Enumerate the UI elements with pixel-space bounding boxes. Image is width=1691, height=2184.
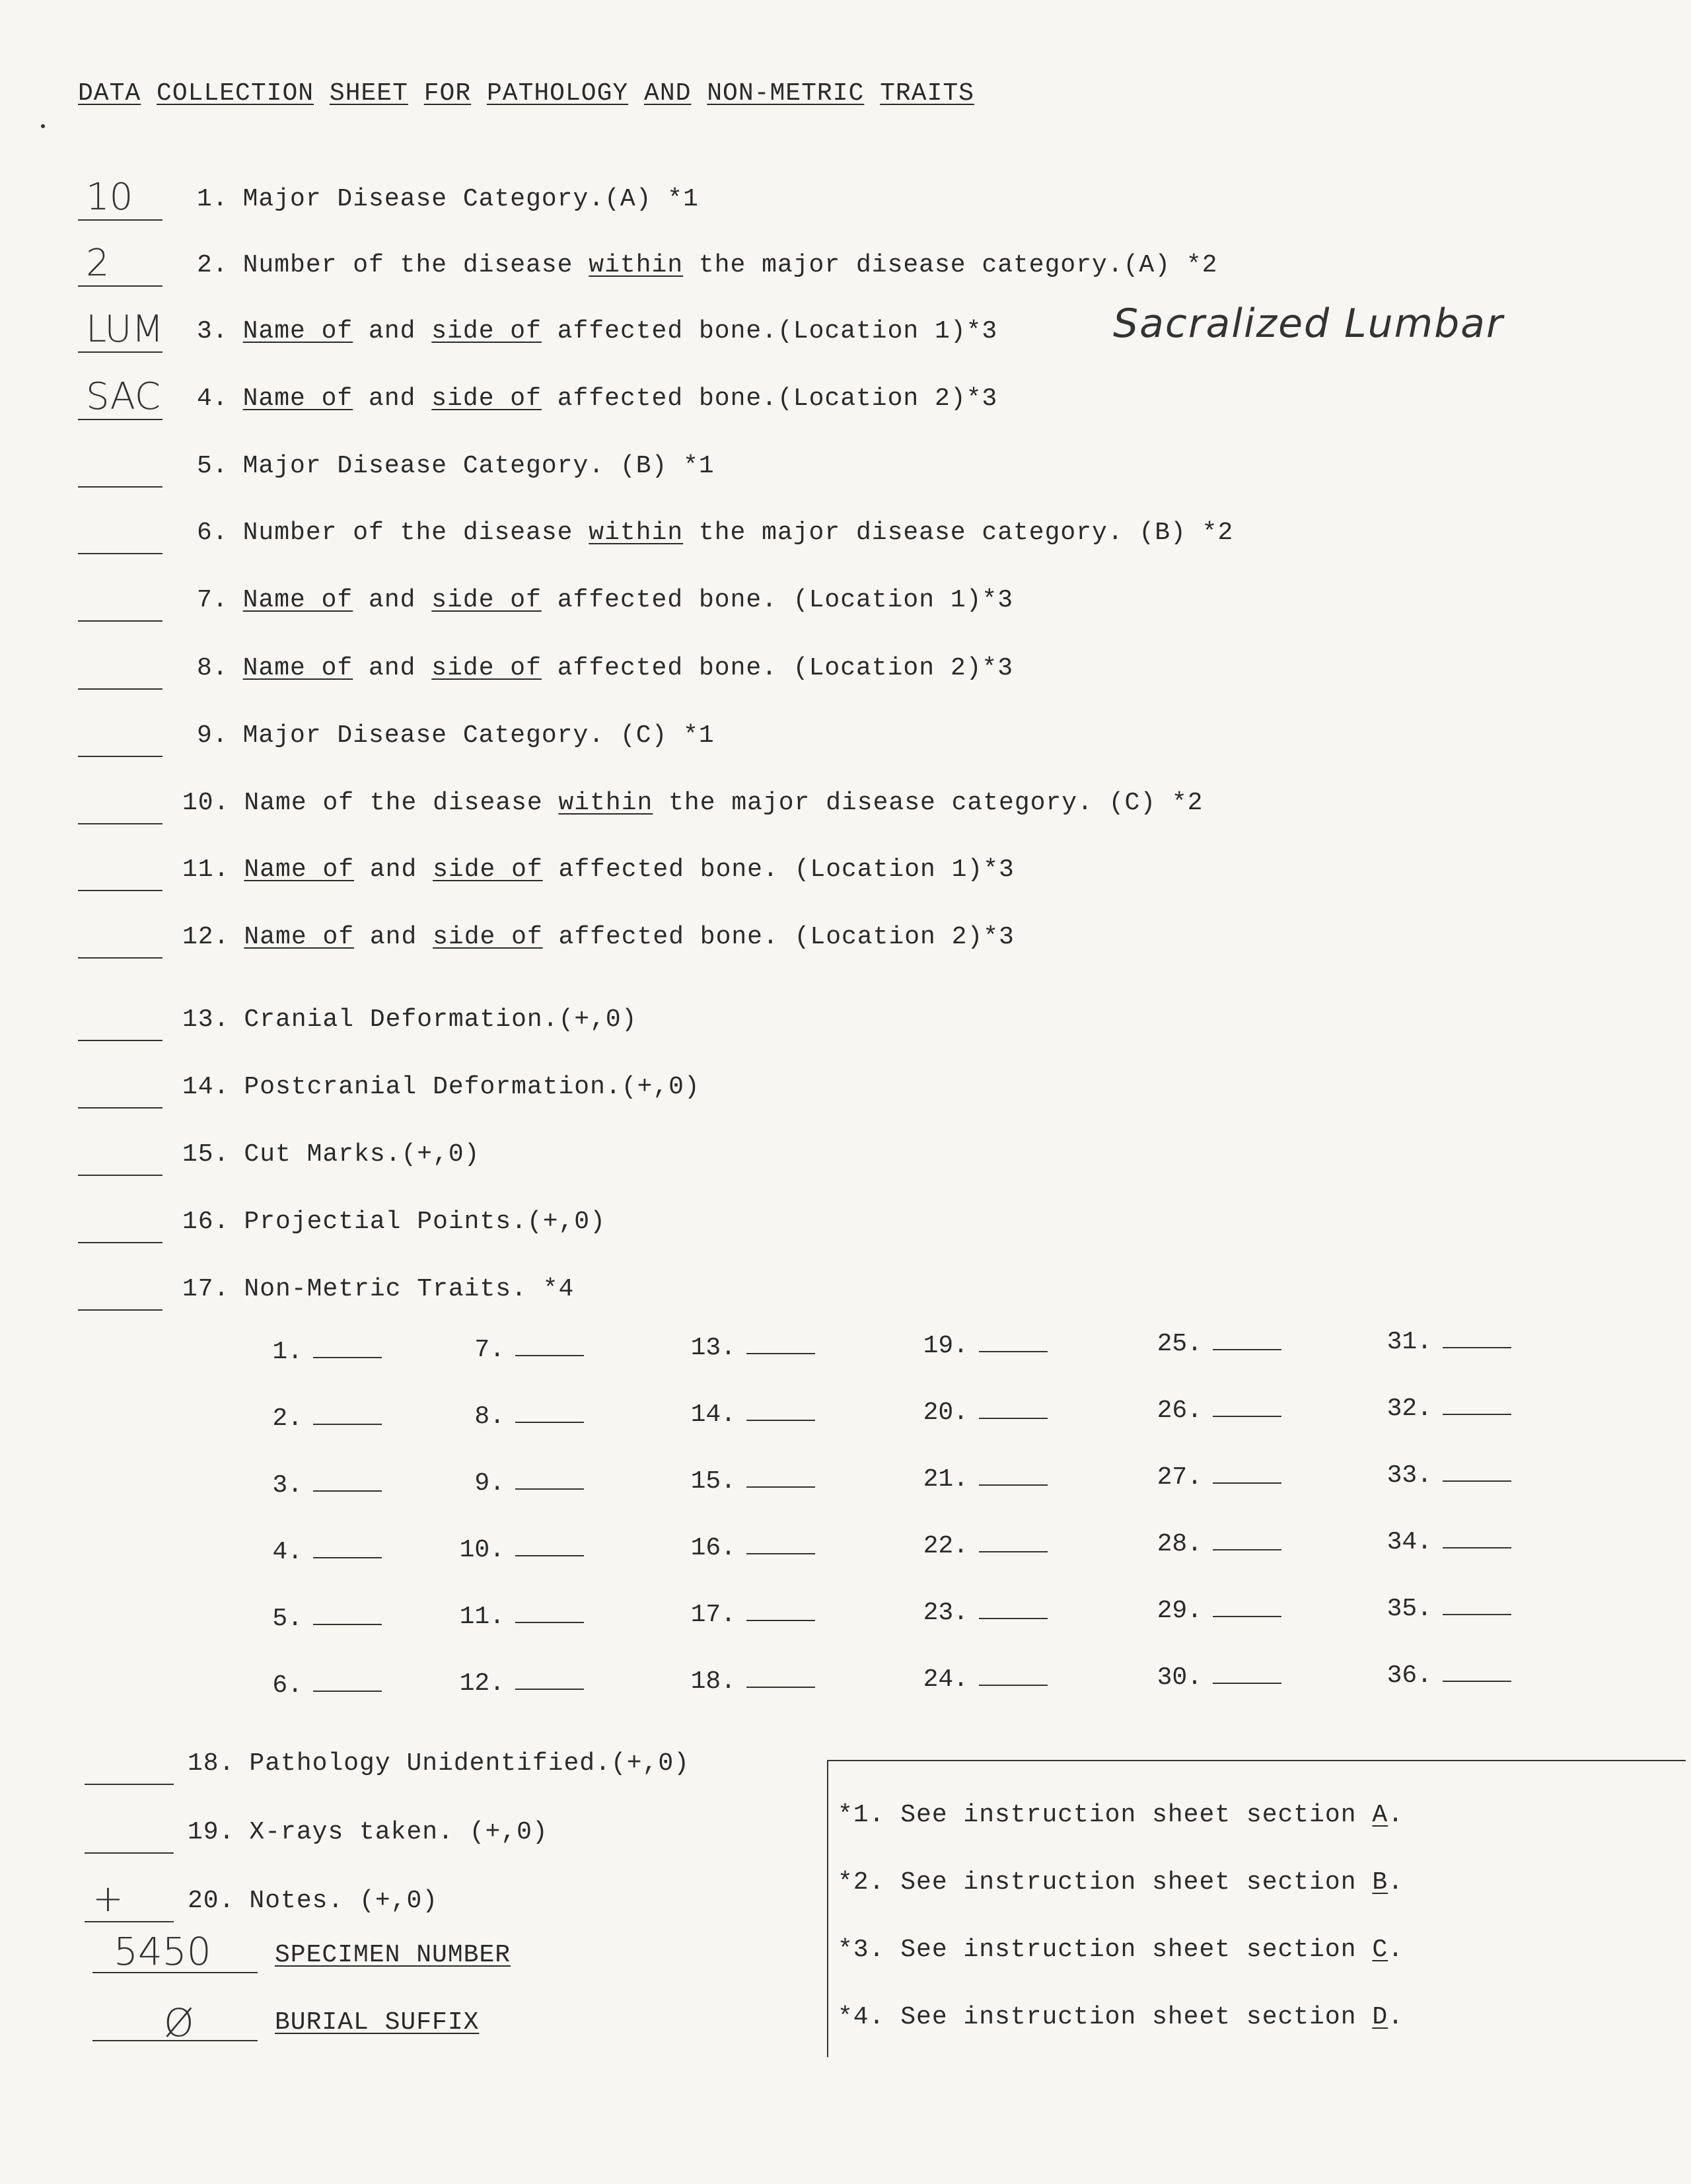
trait-number: 26.	[1157, 1397, 1202, 1425]
underlined-term: side of	[431, 317, 542, 346]
trait-number: 29.	[1157, 1597, 1202, 1625]
item-text: affected bone. (Location 1)*3	[542, 855, 1015, 884]
item-answer-field[interactable]	[78, 285, 162, 287]
item-answer-field[interactable]	[78, 1309, 162, 1311]
trait-item	[456, 1402, 584, 1431]
item-answer-field[interactable]	[78, 756, 162, 757]
item-label	[197, 384, 997, 413]
trait-number: 25.	[1157, 1330, 1202, 1358]
item-number: 12.	[182, 923, 230, 951]
item-answer-field[interactable]	[85, 1784, 174, 1785]
item-number: 6.	[197, 519, 229, 547]
item-text: Cranial Deformation.(+,0)	[244, 1005, 637, 1034]
item-label	[197, 251, 1217, 279]
trait-answer-field[interactable]	[979, 1683, 1048, 1686]
item-answer-field[interactable]	[78, 620, 162, 622]
item-text: Non-Metric Traits. *4	[244, 1275, 575, 1303]
trait-number: 32.	[1386, 1395, 1432, 1423]
item-number: 14.	[182, 1073, 230, 1101]
trait-item	[687, 1601, 815, 1629]
item-text: Name of the disease	[244, 789, 559, 817]
item-number: 11.	[182, 855, 230, 884]
item-answer-value: 2	[86, 242, 110, 285]
trait-answer-field[interactable]	[746, 1619, 815, 1621]
trait-answer-field[interactable]	[979, 1416, 1048, 1419]
trait-answer-field[interactable]	[1213, 1681, 1281, 1684]
item-answer-field[interactable]	[78, 351, 162, 353]
trait-item	[919, 1532, 1048, 1560]
item-text: the major disease category. (B) *2	[683, 519, 1234, 547]
item-text: and	[353, 317, 432, 346]
stray-mark	[41, 124, 45, 128]
trait-answer-field[interactable]	[1443, 1613, 1511, 1615]
trait-number: 4.	[272, 1538, 303, 1566]
trait-item	[456, 1603, 584, 1631]
underlined-term: Name of	[244, 923, 355, 951]
item-answer-field[interactable]	[78, 1040, 162, 1041]
trait-answer-field[interactable]	[1443, 1346, 1511, 1348]
footnote-section: A	[1372, 1801, 1388, 1829]
trait-item	[919, 1399, 1048, 1427]
title-word: SHEET	[329, 79, 408, 108]
item-answer-value: +	[92, 1877, 124, 1920]
item-text: and	[354, 855, 433, 884]
title-word: FOR	[423, 79, 472, 108]
footnote	[838, 1868, 1404, 1897]
page-title	[78, 79, 974, 108]
item-text: Major Disease Category. (C) *1	[242, 721, 715, 750]
item-answer-value: 10	[86, 176, 133, 219]
item-label	[197, 185, 699, 213]
item-answer-field[interactable]	[78, 553, 162, 554]
trait-answer-field[interactable]	[1213, 1548, 1281, 1550]
item-label	[188, 1818, 548, 1846]
item-label	[182, 1275, 574, 1303]
trait-number: 15.	[690, 1467, 736, 1496]
item-answer-field[interactable]	[85, 1921, 174, 1922]
underlined-term: within	[589, 519, 684, 547]
title-word: AND	[644, 79, 692, 108]
footnote-text: *2. See instruction sheet section	[838, 1868, 1373, 1897]
trait-item	[1383, 1528, 1511, 1556]
underlined-term: side of	[433, 855, 543, 884]
trait-number: 28.	[1157, 1530, 1202, 1558]
trait-answer-field[interactable]	[1443, 1479, 1511, 1482]
trait-item	[456, 1336, 584, 1364]
trait-item	[254, 1671, 382, 1700]
underlined-term: side of	[431, 586, 542, 614]
title-word: PATHOLOGY	[486, 79, 629, 108]
trait-item	[687, 1401, 815, 1429]
footnote-end: .	[1388, 1801, 1404, 1829]
trait-answer-field[interactable]	[313, 1689, 382, 1692]
trait-answer-field[interactable]	[515, 1687, 584, 1690]
trait-answer-field[interactable]	[1443, 1412, 1511, 1415]
trait-item	[456, 1669, 584, 1698]
trait-number: 21.	[923, 1465, 968, 1494]
trait-answer-field[interactable]	[515, 1487, 584, 1490]
item-label	[182, 1005, 637, 1034]
item-text: affected bone.(Location 2)*3	[541, 384, 998, 413]
trait-number: 11.	[459, 1603, 505, 1631]
trait-number: 12.	[459, 1669, 505, 1698]
trait-answer-field[interactable]	[746, 1685, 815, 1688]
trait-item	[1153, 1463, 1281, 1492]
item-number: 13.	[182, 1005, 230, 1034]
item-label	[182, 923, 1015, 951]
trait-number: 36.	[1386, 1661, 1432, 1690]
burial-suffix-label: BURIAL SUFFIX	[275, 2008, 480, 2037]
item-text: Cut Marks.(+,0)	[244, 1140, 480, 1169]
item-label	[197, 721, 715, 750]
item-label	[188, 1887, 438, 1915]
footnote-box-left-border	[827, 1760, 828, 2057]
trait-number: 19.	[923, 1332, 968, 1360]
trait-number: 6.	[272, 1671, 303, 1700]
footnote	[838, 2003, 1404, 2031]
item-label	[182, 1140, 480, 1169]
trait-number: 23.	[923, 1599, 968, 1627]
item-answer-value: LUM	[86, 308, 164, 351]
underlined-term: Name of	[242, 654, 353, 682]
footnote-box-top-border	[827, 1760, 1686, 1761]
item-number: 15.	[182, 1140, 230, 1169]
trait-item	[1383, 1395, 1511, 1423]
item-text: Major Disease Category.(A) *1	[242, 185, 699, 213]
item-text: Major Disease Category. (B) *1	[242, 452, 715, 480]
trait-answer-field[interactable]	[313, 1556, 382, 1558]
item-number: 19.	[188, 1818, 235, 1846]
item-number: 17.	[182, 1275, 230, 1303]
trait-number: 3.	[272, 1471, 303, 1500]
underlined-term: within	[589, 251, 684, 279]
trait-answer-field[interactable]	[979, 1483, 1048, 1486]
footnote-text: *3. See instruction sheet section	[838, 1936, 1373, 1964]
trait-item	[687, 1467, 815, 1496]
trait-number: 34.	[1386, 1528, 1432, 1556]
footnote-end: .	[1388, 2003, 1404, 2031]
specimen-number-label: SPECIMEN NUMBER	[275, 1941, 511, 1969]
title-word: DATA	[78, 79, 141, 108]
item-answer-field[interactable]	[78, 890, 162, 891]
trait-answer-field[interactable]	[1213, 1481, 1281, 1484]
item-text: Notes. (+,0)	[249, 1887, 439, 1915]
item-answer-field[interactable]	[78, 486, 162, 488]
trait-item	[1153, 1663, 1281, 1692]
trait-number: 16.	[690, 1534, 736, 1562]
item-answer-field[interactable]	[78, 688, 162, 690]
trait-item	[254, 1404, 382, 1433]
item-number: 16.	[182, 1208, 230, 1236]
trait-item	[1383, 1661, 1511, 1690]
item-answer-field[interactable]	[85, 1852, 174, 1854]
trait-item	[687, 1667, 815, 1696]
trait-item	[919, 1665, 1048, 1694]
trait-number: 7.	[474, 1336, 505, 1364]
item-text: and	[354, 923, 433, 951]
footnote-text: *1. See instruction sheet section	[838, 1801, 1373, 1829]
trait-number: 10.	[459, 1536, 505, 1564]
trait-answer-field[interactable]	[515, 1354, 584, 1356]
item-text: the major disease category. (C) *2	[653, 789, 1204, 817]
item-number: 8.	[197, 654, 229, 682]
specimen-number-value: 5450	[114, 1929, 211, 1974]
footnote	[838, 1801, 1404, 1829]
item-text: the major disease category.(A) *2	[683, 251, 1218, 279]
trait-answer-field[interactable]	[313, 1356, 382, 1358]
trait-item	[1383, 1328, 1511, 1356]
trait-answer-field[interactable]	[746, 1485, 815, 1488]
item-text: X-rays taken. (+,0)	[249, 1818, 548, 1846]
item-answer-field[interactable]	[78, 1175, 162, 1176]
trait-answer-field[interactable]	[979, 1617, 1048, 1619]
item-label	[182, 1073, 700, 1101]
trait-answer-field[interactable]	[1213, 1348, 1281, 1350]
trait-number: 35.	[1386, 1595, 1432, 1623]
footnote-section: B	[1372, 1868, 1388, 1897]
trait-answer-field[interactable]	[979, 1350, 1048, 1352]
trait-item	[254, 1538, 382, 1566]
trait-number: 20.	[923, 1399, 968, 1427]
item-number: 3.	[197, 317, 229, 346]
item-number: 10.	[182, 789, 230, 817]
trait-number: 17.	[690, 1601, 736, 1629]
trait-item	[1153, 1597, 1281, 1625]
trait-item	[687, 1334, 815, 1362]
title-word: TRAITS	[880, 79, 974, 108]
trait-number: 33.	[1386, 1461, 1432, 1490]
item-text: and	[353, 654, 432, 682]
item-text: affected bone. (Location 1)*3	[541, 586, 1014, 614]
item-answer-value: SAC	[86, 375, 161, 418]
item-number: 20.	[188, 1887, 235, 1915]
title-word: NON-METRIC	[707, 79, 865, 108]
underlined-term: side of	[431, 654, 542, 682]
trait-number: 5.	[272, 1605, 303, 1633]
trait-number: 1.	[272, 1338, 303, 1366]
item-label	[188, 1749, 690, 1778]
underlined-term: within	[558, 789, 653, 817]
item-answer-field[interactable]	[78, 823, 162, 824]
trait-answer-field[interactable]	[313, 1422, 382, 1425]
footnote-text: *4. See instruction sheet section	[838, 2003, 1373, 2031]
underlined-term: Name of	[242, 317, 353, 346]
item-number: 2.	[197, 251, 229, 279]
trait-number: 2.	[272, 1404, 303, 1433]
item-answer-field[interactable]	[78, 419, 162, 420]
item-number: 9.	[197, 721, 229, 750]
underlined-term: Name of	[244, 855, 355, 884]
item-number: 18.	[188, 1749, 235, 1778]
trait-item	[254, 1605, 382, 1633]
item-label	[197, 317, 997, 346]
trait-answer-field[interactable]	[1443, 1679, 1511, 1682]
item-text: and	[353, 384, 432, 413]
footnote-end: .	[1388, 1936, 1404, 1964]
trait-item	[1153, 1397, 1281, 1425]
trait-number: 13.	[690, 1334, 736, 1362]
trait-number: 8.	[474, 1402, 505, 1431]
item-label	[197, 654, 1013, 682]
underlined-term: Name of	[242, 384, 353, 413]
item-text: Number of the disease	[242, 251, 589, 279]
item-answer-field[interactable]	[78, 219, 162, 221]
trait-answer-field[interactable]	[979, 1550, 1048, 1552]
trait-item	[919, 1465, 1048, 1494]
underlined-term: Name of	[242, 586, 353, 614]
title-word: COLLECTION	[157, 79, 314, 108]
item-label	[182, 789, 1203, 817]
trait-number: 14.	[690, 1401, 736, 1429]
underlined-term: side of	[433, 923, 543, 951]
item-label	[182, 855, 1015, 884]
handwritten-note: Sacralized Lumbar	[1113, 301, 1504, 347]
trait-item	[1383, 1595, 1511, 1623]
trait-answer-field[interactable]	[1443, 1546, 1511, 1548]
trait-number: 18.	[690, 1667, 736, 1696]
trait-item	[456, 1536, 584, 1564]
item-text: Pathology Unidentified.(+,0)	[249, 1749, 690, 1778]
trait-number: 22.	[923, 1532, 968, 1560]
trait-answer-field[interactable]	[515, 1554, 584, 1556]
trait-number: 27.	[1157, 1463, 1202, 1492]
trait-item	[919, 1599, 1048, 1627]
footnote-section: C	[1372, 1936, 1388, 1964]
trait-answer-field[interactable]	[1213, 1414, 1281, 1417]
trait-item	[1383, 1461, 1511, 1490]
item-text: affected bone. (Location 2)*3	[541, 654, 1014, 682]
item-text: and	[353, 586, 432, 614]
trait-number: 31.	[1386, 1328, 1432, 1356]
item-number: 7.	[197, 586, 229, 614]
item-answer-field[interactable]	[78, 1107, 162, 1109]
item-label	[197, 586, 1013, 614]
item-number: 4.	[197, 384, 229, 413]
item-answer-field[interactable]	[78, 957, 162, 959]
underlined-term: side of	[431, 384, 542, 413]
trait-item	[456, 1469, 584, 1498]
item-text: Postcranial Deformation.(+,0)	[244, 1073, 700, 1101]
trait-number: 24.	[923, 1665, 968, 1694]
burial-suffix-value: Ø	[164, 2000, 194, 2045]
trait-answer-field[interactable]	[746, 1352, 815, 1354]
trait-item	[254, 1338, 382, 1366]
trait-item	[254, 1471, 382, 1500]
trait-item	[687, 1534, 815, 1562]
trait-item	[1153, 1530, 1281, 1558]
trait-answer-field[interactable]	[313, 1622, 382, 1625]
footnote-section: D	[1372, 2003, 1388, 2031]
trait-answer-field[interactable]	[746, 1552, 815, 1554]
trait-item	[919, 1332, 1048, 1360]
item-label	[197, 452, 715, 480]
trait-number: 9.	[474, 1469, 505, 1498]
footnote	[838, 1936, 1404, 1964]
trait-answer-field[interactable]	[313, 1489, 382, 1492]
item-number: 1.	[197, 185, 229, 213]
trait-answer-field[interactable]	[746, 1418, 815, 1421]
item-text: affected bone. (Location 2)*3	[542, 923, 1015, 951]
trait-answer-field[interactable]	[1213, 1615, 1281, 1617]
footnote-end: .	[1388, 1868, 1404, 1897]
item-label	[197, 519, 1233, 547]
item-number: 5.	[197, 452, 229, 480]
trait-number: 30.	[1157, 1663, 1202, 1692]
item-text: Number of the disease	[242, 519, 589, 547]
trait-answer-field[interactable]	[515, 1420, 584, 1423]
item-text: affected bone.(Location 1)*3	[541, 317, 998, 346]
item-label	[182, 1208, 606, 1236]
trait-item	[1153, 1330, 1281, 1358]
trait-answer-field[interactable]	[515, 1620, 584, 1623]
item-answer-field[interactable]	[78, 1242, 162, 1243]
item-text: Projectial Points.(+,0)	[244, 1208, 606, 1236]
